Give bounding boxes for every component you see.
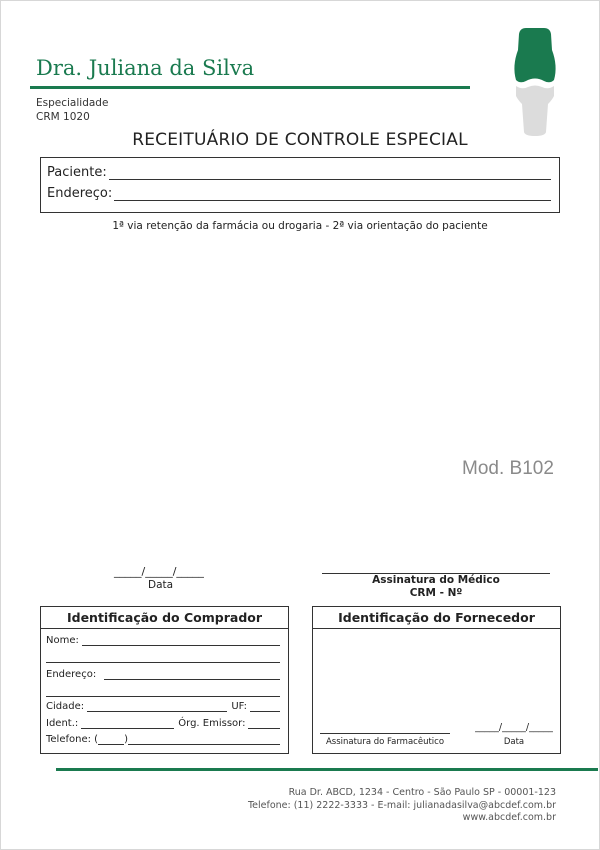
buyer-box (40, 606, 289, 754)
buyer-uf-line (250, 702, 280, 712)
buyer-name-line (82, 636, 280, 646)
patient-address-field[interactable] (47, 186, 551, 201)
date-label: Data (148, 579, 174, 591)
buyer-name-label: Nome: (46, 635, 79, 646)
header-rule (30, 86, 470, 89)
buyer-city-line (87, 702, 227, 712)
buyer-title-separator (41, 628, 288, 629)
specialty-text: Especialidade (36, 97, 109, 109)
buyer-address-continuation[interactable] (46, 687, 280, 697)
pharmacist-signature-label: Assinatura do Farmacêutico (325, 737, 445, 747)
buyer-phone-line (128, 735, 280, 745)
model-code: Mod. B102 (462, 458, 554, 479)
buyer-phone-field[interactable] (46, 734, 280, 745)
doctor-name: Dra. Juliana da Silva (36, 56, 255, 80)
supplier-date-label: Data (503, 737, 525, 747)
buyer-phone-paren: ) (124, 734, 128, 745)
crm-caption: CRM - Nº (409, 587, 463, 599)
buyer-phone-label: Telefone: ( (46, 734, 99, 745)
buyer-city-label: Cidade: (46, 701, 85, 712)
buyer-address-field[interactable] (46, 669, 280, 680)
supplier-title-separator (313, 628, 560, 629)
buyer-ident-field[interactable] (46, 718, 280, 729)
footer-phone-email: Telefone: (11) 2222-3333 - E-mail: julianadasilva@abcdef.com.br (247, 799, 556, 811)
tooth-icon (512, 26, 558, 138)
buyer-issuer-label: Órg. Emissor: (178, 718, 246, 729)
footer-address: Rua Dr. ABCD, 1234 - Centro - São Paulo SP - 00001-123 (288, 787, 556, 798)
date-field[interactable]: _____/_____/_____ (114, 565, 204, 578)
doctor-signature-label (322, 574, 550, 600)
buyer-blank-line (46, 653, 280, 663)
patient-name-line (109, 167, 551, 180)
buyer-address-line (104, 670, 280, 680)
buyer-name-field[interactable] (46, 635, 280, 646)
footer-contact (248, 787, 556, 825)
buyer-issuer-line (248, 719, 280, 729)
patient-box (40, 157, 560, 213)
patient-address-label: Endereço: (47, 186, 113, 201)
buyer-uf-label: UF: (231, 701, 247, 712)
buyer-phone-area-line (98, 735, 124, 745)
patient-name-label: Paciente: (47, 165, 107, 180)
crm-text: CRM 1020 (36, 111, 90, 123)
buyer-ident-label: Ident.: (46, 718, 79, 729)
document-title: RECEITUÁRIO DE CONTROLE ESPECIAL (132, 130, 468, 150)
via-note: 1ª via retenção da farmácia ou drogaria - 2ª via orientação do paciente (112, 220, 488, 232)
patient-address-line (114, 188, 551, 201)
buyer-city-field[interactable] (46, 701, 280, 712)
patient-name-field[interactable] (47, 165, 551, 180)
doctor-credentials (36, 96, 108, 124)
supplier-title: Identificação do Fornecedor (338, 610, 535, 625)
pharmacist-signature-line[interactable] (320, 733, 450, 734)
buyer-name-continuation[interactable] (46, 653, 280, 663)
buyer-title: Identificação do Comprador (66, 610, 263, 625)
buyer-blank-line (46, 687, 280, 697)
supplier-date-field[interactable]: _____/_____/_____ (475, 722, 553, 733)
buyer-address-label: Endereço: (46, 669, 97, 680)
footer-rule (56, 768, 598, 771)
signature-caption: Assinatura do Médico (372, 574, 500, 586)
footer-website[interactable]: www.abcdef.com.br (462, 812, 556, 823)
buyer-ident-line (81, 719, 174, 729)
